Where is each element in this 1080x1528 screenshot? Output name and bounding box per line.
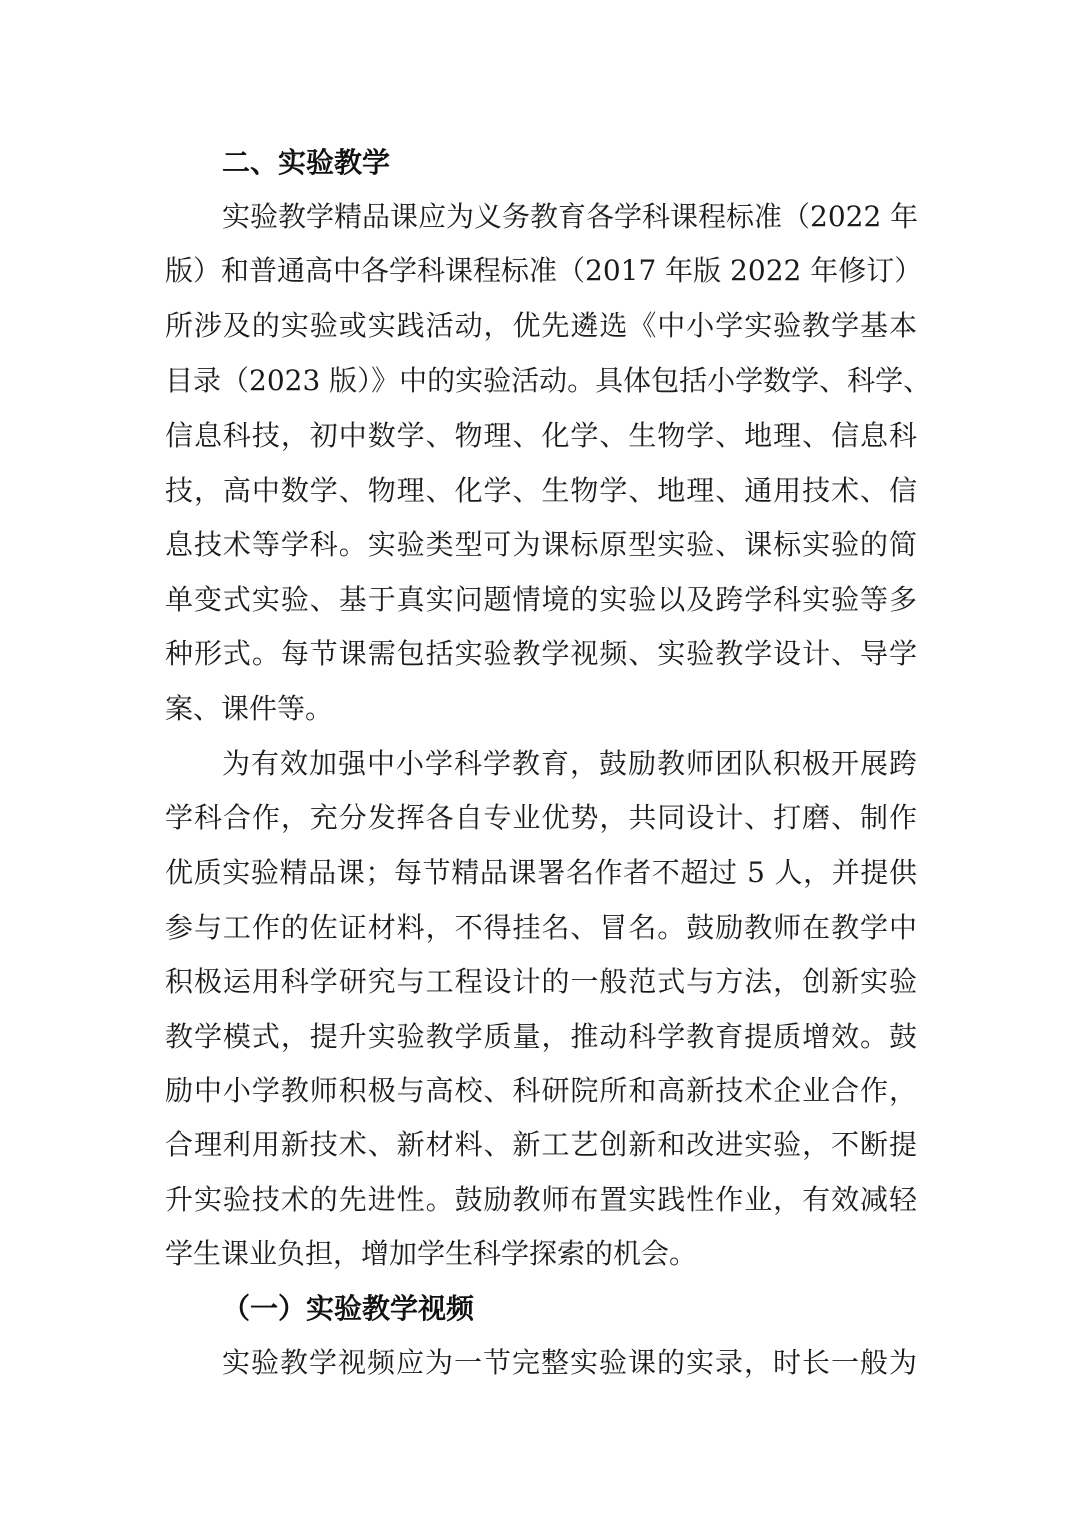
paragraph-line: 实验教学视频应为一节完整实验课的实录，时长一般为 <box>222 1346 917 1379</box>
paragraph-line: 为有效加强中小学科学教育，鼓励教师团队积极开展跨 <box>222 747 917 780</box>
paragraph-line: 学生课业负担，增加学生科学探索的机会。 <box>165 1237 698 1270</box>
paragraph-line: 积极运用科学研究与工程设计的一般范式与方法，创新实验 <box>165 965 917 998</box>
paragraph-line: 学科合作，充分发挥各自专业优势，共同设计、打磨、制作 <box>165 801 917 834</box>
paragraph-line: 案、课件等。 <box>165 692 334 725</box>
paragraph-line: 单变式实验、基于真实问题情境的实验以及跨学科实验等多 <box>165 583 917 616</box>
paragraph-line: 技，高中数学、物理、化学、生物学、地理、通用技术、信 <box>165 474 917 507</box>
paragraph-line: 励中小学教师积极与高校、科研院所和高新技术企业合作， <box>165 1074 917 1107</box>
paragraph-line: 种形式。每节课需包括实验教学视频、实验教学设计、导学 <box>165 637 917 670</box>
paragraph-line: 息技术等学科。实验类型可为课标原型实验、课标实验的简 <box>165 528 917 561</box>
paragraph-line: 版）和普通高中各学科课程标准（2017 年版 2022 年修订） <box>165 254 923 287</box>
paragraph-line: 实验教学精品课应为义务教育各学科课程标准（2022 年 <box>222 200 919 233</box>
paragraph-line: 信息科技，初中数学、物理、化学、生物学、地理、信息科 <box>165 419 917 452</box>
paragraph-line: 目录（2023 版）》中的实验活动。具体包括小学数学、科学、 <box>165 364 932 397</box>
paragraph-line: 合理利用新技术、新材料、新工艺创新和改进实验，不断提 <box>165 1128 917 1161</box>
paragraph-line: 参与工作的佐证材料，不得挂名、冒名。鼓励教师在教学中 <box>165 911 917 944</box>
paragraph-line: 升实验技术的先进性。鼓励教师布置实践性作业，有效减轻 <box>165 1183 917 1216</box>
paragraph-line: 教学模式，提升实验教学质量，推动科学教育提质增效。鼓 <box>165 1020 917 1053</box>
paragraph-line: 优质实验精品课；每节精品课署名作者不超过 5 人，并提供 <box>165 856 917 889</box>
paragraph-line: 所涉及的实验或实践活动，优先遴选《中小学实验教学基本 <box>165 309 917 342</box>
section-heading: 二、实验教学 <box>222 146 391 179</box>
subsection-heading: （一）实验教学视频 <box>222 1292 475 1325</box>
